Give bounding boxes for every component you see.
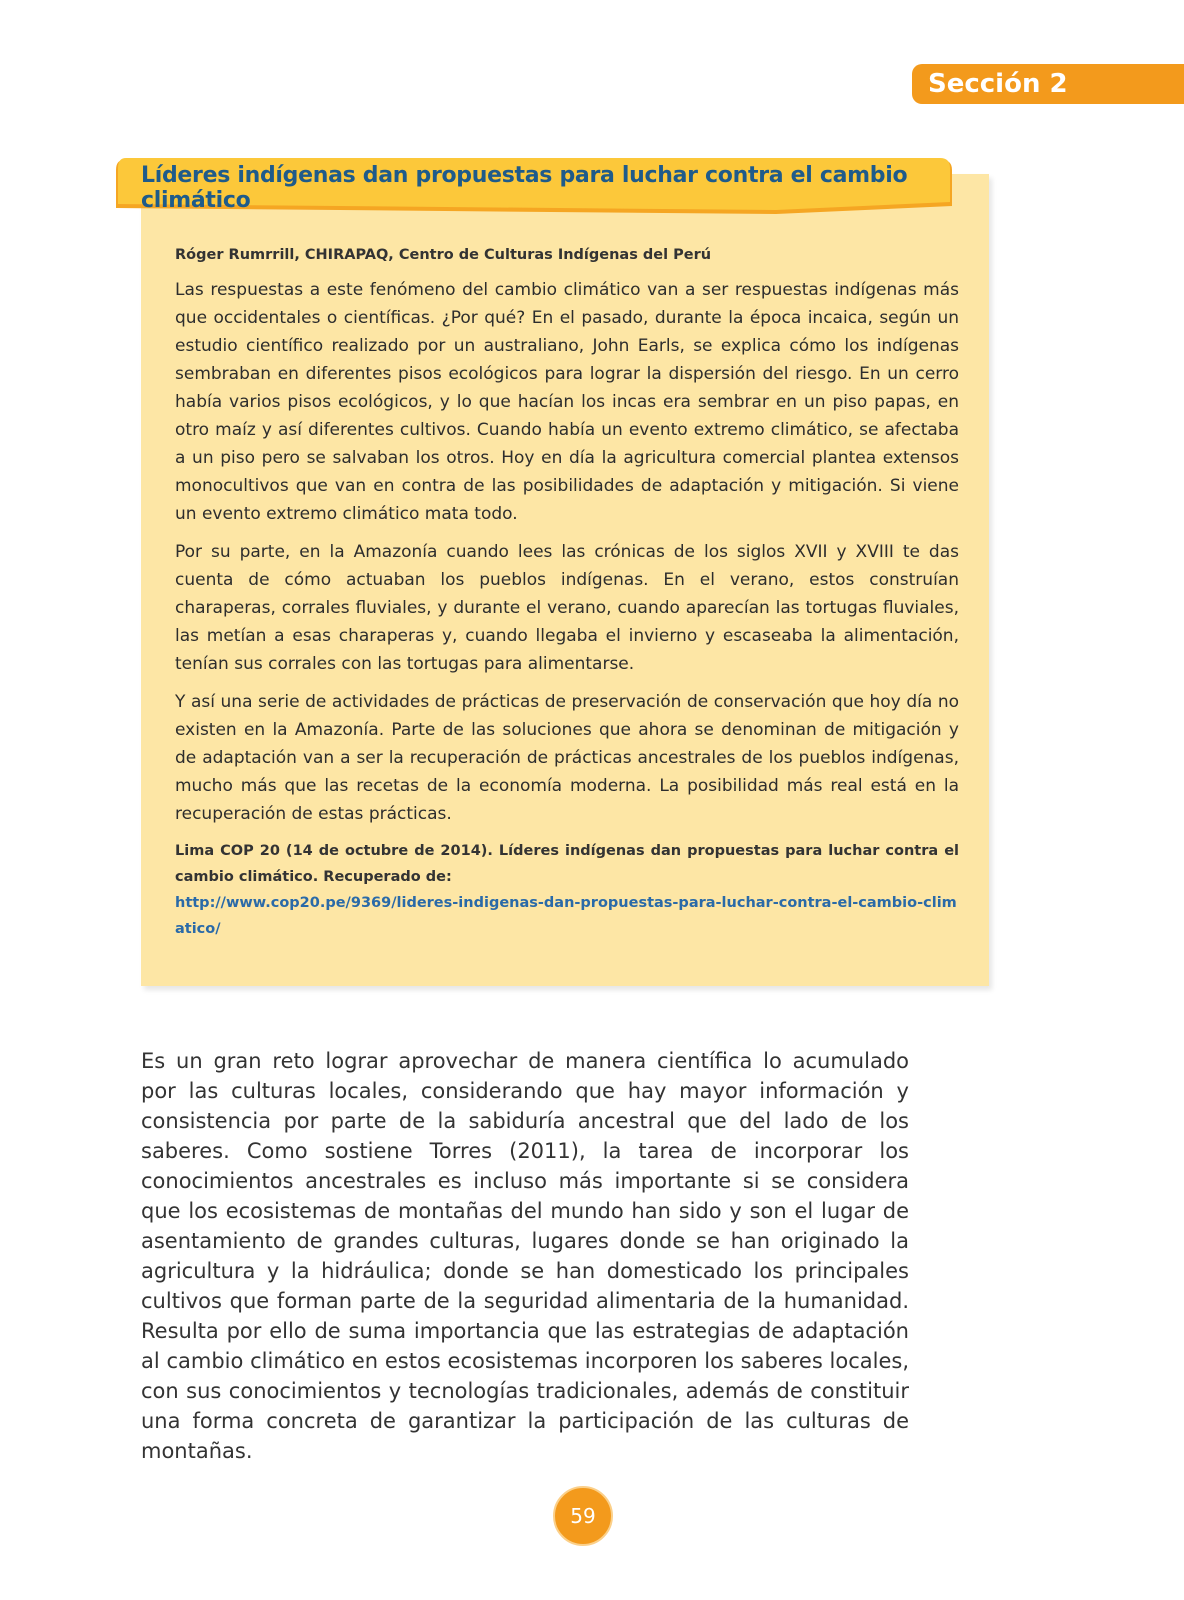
- body-paragraph: Es un gran reto lograr aprovechar de manera científica lo acumulado por las culturas locales, considerando que hay mayor información y consistencia por parte de la sabiduría ancestral que del lado de los saberes. Como sostiene Torres (2011), la tarea de incorporar los conocimientos ancestrales es incluso más importante si se considera que los ecosistemas de montañas del mundo han sido y son el lugar de asentamiento de grandes culturas, lugares donde se han originado la agricultura y la hidráulica; donde se han domesticado los principales cultivos que forman parte de la seguridad alimentaria de la humanidad. Resulta por ello de suma importancia que las estrategias de adaptación al cambio climático en estos ecosistemas incorporen los saberes locales, con sus conocimientos y tecnologías tradicionales, además de constituir una forma concreta de garantizar la participación de las culturas de montañas.: [141, 1049, 909, 1463]
- citation-text: Lima COP 20 (14 de octubre de 2014). Líderes indígenas dan propuestas para luchar contra el cambio climático. Recuperado de:: [175, 843, 959, 885]
- article-title: Líderes indígenas dan propuestas para luchar contra el cambio climático: [141, 163, 908, 213]
- article-content: [175, 244, 959, 942]
- article-paragraph: Por su parte, en la Amazonía cuando lees las crónicas de los siglos XVII y XVIII te das cuenta de cómo actuaban los pueblos indígenas. En el verano, estos construían charaperas, corrales fluviales, y durante el verano, cuando aparecían las tortugas fluviales, las metían a esas charaperas y, cuando llegaba el invierno y escaseaba la alimentación, tenían sus corrales con las tortugas para alimentarse.: [175, 542, 959, 674]
- section-label: Sección 2: [912, 64, 1184, 104]
- page-number: 59: [553, 1486, 613, 1546]
- article-paragraph: Y así una serie de actividades de prácticas de preservación de conservación que hoy día no existen en la Amazonía. Parte de las soluciones que ahora se denominan de mitigación y de adaptación van a ser la recuperación de prácticas ancestrales de los pueblos indígenas, mucho más que las recetas de la economía moderna. La posibilidad más real está en la recuperación de estas prácticas.: [175, 692, 959, 824]
- citation-link[interactable]: http://www.cop20.pe/9369/lideres-indigenas-dan-propuestas-para-luchar-contra-el-cambio-climatico/: [175, 895, 957, 937]
- article-citation: [175, 838, 959, 942]
- article-author: Róger Rumrrill, CHIRAPAQ, Centro de Culturas Indígenas del Perú: [175, 247, 712, 263]
- article-paragraph: Las respuestas a este fenómeno del cambio climático van a ser respuestas indígenas más que occidentales o científicas. ¿Por qué? En el pasado, durante la época incaica, según un estudio científico realizado por un australiano, John Earls, se explica cómo los indígenas sembraban en diferentes pisos ecológicos para lograr la dispersión del riesgo. En un cerro había varios pisos ecológicos, y lo que hacían los incas era sembrar en un piso papas, en otro maíz y así diferentes cultivos. Cuando había un evento extremo climático, se afectaba a un piso pero se salvaban los otros. Hoy en día la agricultura comercial plantea extensos monocultivos que van en contra de las posibilidades de adaptación y mitigación. Si viene un evento extremo climático mata todo.: [175, 280, 959, 524]
